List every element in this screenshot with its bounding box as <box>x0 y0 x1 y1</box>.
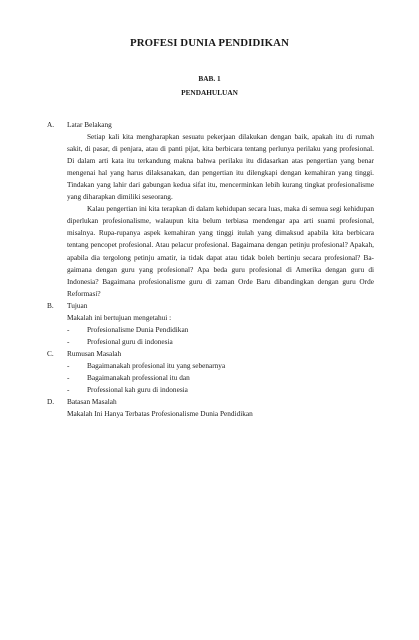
bullet-dash: - <box>67 324 70 334</box>
bullet-dash: - <box>67 372 70 382</box>
section-latar-belakang <box>47 119 374 300</box>
bullet-dash: - <box>67 385 70 395</box>
section-letter: A. <box>47 120 55 129</box>
chapter-number: BAB. 1 <box>198 74 221 83</box>
section-tujuan <box>47 300 374 348</box>
section-letter: D. <box>47 397 55 407</box>
list-item-text: Profesional guru di indonesia <box>87 336 173 346</box>
section-batasan-masalah <box>47 396 374 420</box>
list-item <box>67 324 374 336</box>
document-body <box>47 119 374 420</box>
list-item <box>67 360 374 372</box>
section-text: Makalah Ini Hanya Terbatas Profesionalisme Dunia Pendidikan <box>67 409 253 419</box>
document-title: PROFESI DUNIA PENDIDIKAN <box>130 37 289 49</box>
list-item-text: Profesionalisme Dunia Pendidikan <box>87 324 189 334</box>
body-paragraph: Setiap kali kita mengharapkan sesuatu pekerjaan dilakukan dengan baik, apakah itu di rumah sakit, di pasar, di penjara, atau di panti pijat, kita berbicara tentang perlunya perilaku yang profesional. Di dalam arti kata itu terkandung makna bahwa perilaku itu didasarkan atas pengertian yang benar mengenai hal yang harus dilaksanakan, dan pengertian itu dilengkapi dengan kemahiran yang tinggi. Tindakan yang lahir dari gabungan kedua sifat itu, mencerminkan lebih kurang tingkat profesionalisme yang diharapkan dimiliki seseorang. <box>67 132 374 202</box>
list-item-text: Bagaimanakah profesional itu yang sebenarnya <box>87 360 226 370</box>
list-item <box>67 372 374 384</box>
chapter-title: PENDAHULUAN <box>181 88 238 97</box>
section-letter: C. <box>47 348 54 358</box>
section-heading: Rumusan Masalah <box>67 348 122 358</box>
section-heading: Latar Belakang <box>67 120 112 129</box>
body-paragraph: Kalau pengertian ini kita terapkan di dalam kehidupan secara luas, maka di semua segi kehidupan diperlukan profesionalisme, walaupun kita belum terbiasa mendengar apa arti suami profesional, misalnya. Rupa-rupanya aspek kemahiran yang tinggi itulah yang dimaksud apabila kita berbicara tentang pencopet profesional. Atau pelacur profesional. Bagaimana dengan petinju profesional? Apakah, apabila dia tergolong petinju amatir, ia tidak dapat atau tidak boleh bertinju secara profesional? Ba-gaimana dengan guru yang profesional? Apa beda guru profesional di Amerika dengan guru di Indonesia? Bagaimana profesionalisme guru di zaman Orde Baru dibandingkan dengan guru Orde Reformasi? <box>67 204 374 298</box>
list-item <box>67 336 374 348</box>
section-letter: B. <box>47 300 54 310</box>
bullet-dash: - <box>67 360 70 370</box>
list-item-text: Professional kah guru di indonesia <box>87 385 188 395</box>
section-heading: Tujuan <box>67 300 88 310</box>
section-rumusan-masalah <box>47 348 374 396</box>
list-item-text: Bagaimanakah professional itu dan <box>87 372 190 382</box>
list-item <box>67 384 374 396</box>
section-intro: Makalah ini bertujuan mengetahui : <box>67 312 172 322</box>
section-heading: Batasan Masalah <box>67 397 117 407</box>
bullet-dash: - <box>67 336 70 346</box>
